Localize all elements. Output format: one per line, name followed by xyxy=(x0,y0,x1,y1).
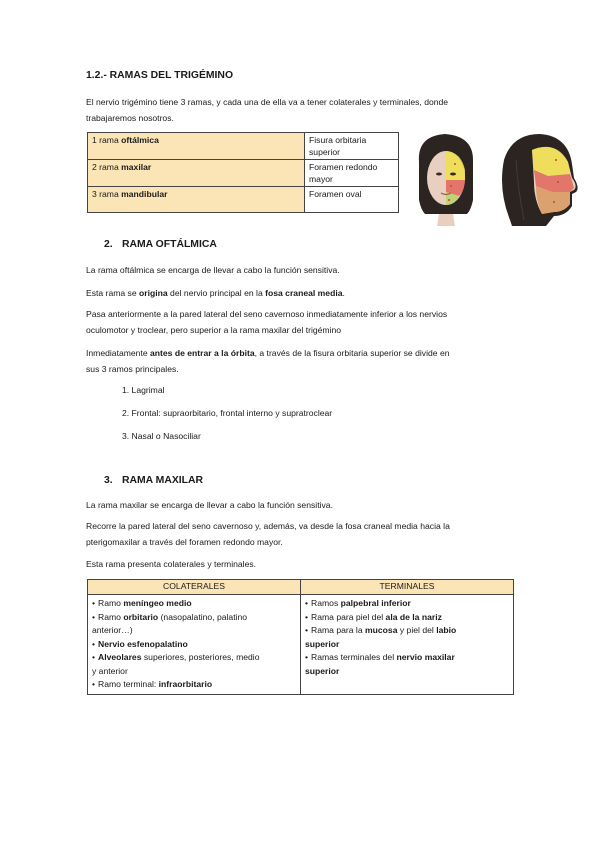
list-item: • Rama para la mucosa y piel del labio superior xyxy=(305,625,457,649)
oftalmica-paragraph-4-line2: sus 3 ramos principales. xyxy=(86,364,179,374)
oftalmica-paragraph-3-line1: Pasa anteriormente a la pared lateral del seno cavernoso inmediatamente inferior a los nervios xyxy=(86,309,448,319)
table-header-row xyxy=(88,580,514,595)
table-row xyxy=(88,187,399,213)
section-heading-oftalmica: 2. RAMA OFTÁLMICA xyxy=(104,239,217,250)
branch-cell: 3 rama mandibular xyxy=(88,187,305,213)
table-row xyxy=(88,160,399,187)
list-item: • Ramo terminal: infraorbitario xyxy=(92,679,213,689)
maxilar-paragraph-2-line2: pterigomaxilar a través del foramen redondo mayor. xyxy=(86,537,283,547)
intro-paragraph-line1: El nervio trigémino tiene 3 ramas, y cada una de ella va a tener colaterales y terminales, donde xyxy=(86,97,449,107)
list-item: • Rama para piel del ala de la nariz xyxy=(305,611,442,622)
section-heading-maxilar: 3. RAMA MAXILAR xyxy=(104,475,203,486)
list-item: • Nervio esfenopalatino xyxy=(92,638,188,649)
colaterales-list xyxy=(92,597,296,692)
section-heading-ramas: 1.2.- RAMAS DEL TRIGÉMINO xyxy=(86,70,234,81)
maxilar-paragraph-2-line1: Recorre la pared lateral del seno cavernoso y, además, va desde la fosa craneal media hacia la xyxy=(86,521,450,531)
list-item: • Ramas terminales del nervio maxilar superior xyxy=(305,652,455,676)
terminales-cell xyxy=(301,595,514,695)
column-header-terminales: TERMINALES xyxy=(301,580,514,595)
foramen-cell: Foramen oval xyxy=(305,187,399,213)
column-header-colaterales: COLATERALES xyxy=(88,580,301,595)
branch-cell: 2 rama maxilar xyxy=(88,160,305,187)
intro-paragraph-line2: trabajaremos nosotros. xyxy=(86,113,174,123)
maxilar-branches-table xyxy=(87,579,514,695)
oftalmica-paragraph-4-line1: Inmediatamente antes de entrar a la órbita, a través de la fisura orbitaria superior se divide en xyxy=(86,348,450,358)
list-item: • Ramo meníngeo medio xyxy=(92,598,192,608)
list-item: 2. Frontal: supraorbitario, frontal interno y supratroclear xyxy=(122,408,333,418)
list-item: • Alveolares superiores, posteriores, medio y anterior xyxy=(92,652,260,676)
head-side-illustration xyxy=(496,130,582,226)
list-item: • Ramo orbitario (nasopalatino, palatino anterior…) xyxy=(92,611,248,635)
oftalmica-paragraph-1: La rama oftálmica se encarga de llevar a cabo la función sensitiva. xyxy=(86,265,340,275)
face-front-illustration xyxy=(415,130,477,226)
branch-cell: 1 rama oftálmica xyxy=(88,133,305,160)
oftalmica-paragraph-2: Esta rama se origina del nervio principal en la fosa craneal media. xyxy=(86,288,345,298)
maxilar-paragraph-1: La rama maxilar se encarga de llevar a cabo la función sensitiva. xyxy=(86,500,333,510)
terminales-list xyxy=(305,597,509,678)
list-item: 1. Lagrimal xyxy=(122,385,165,395)
foramen-cell: Fisura orbitaria superior xyxy=(305,133,399,160)
oftalmica-paragraph-3-line2: oculomotor y troclear, pero superior a la rama maxilar del trigémino xyxy=(86,325,342,335)
table-row xyxy=(88,133,399,160)
table-row xyxy=(88,595,514,695)
maxilar-paragraph-3: Esta rama presenta colaterales y terminales. xyxy=(86,559,257,569)
colaterales-cell xyxy=(88,595,301,695)
list-item: 3. Nasal o Nasociliar xyxy=(122,431,201,441)
branches-table xyxy=(87,132,399,213)
foramen-cell: Foramen redondo mayor xyxy=(305,160,399,187)
list-item: • Ramos palpebral inferior xyxy=(305,598,411,608)
